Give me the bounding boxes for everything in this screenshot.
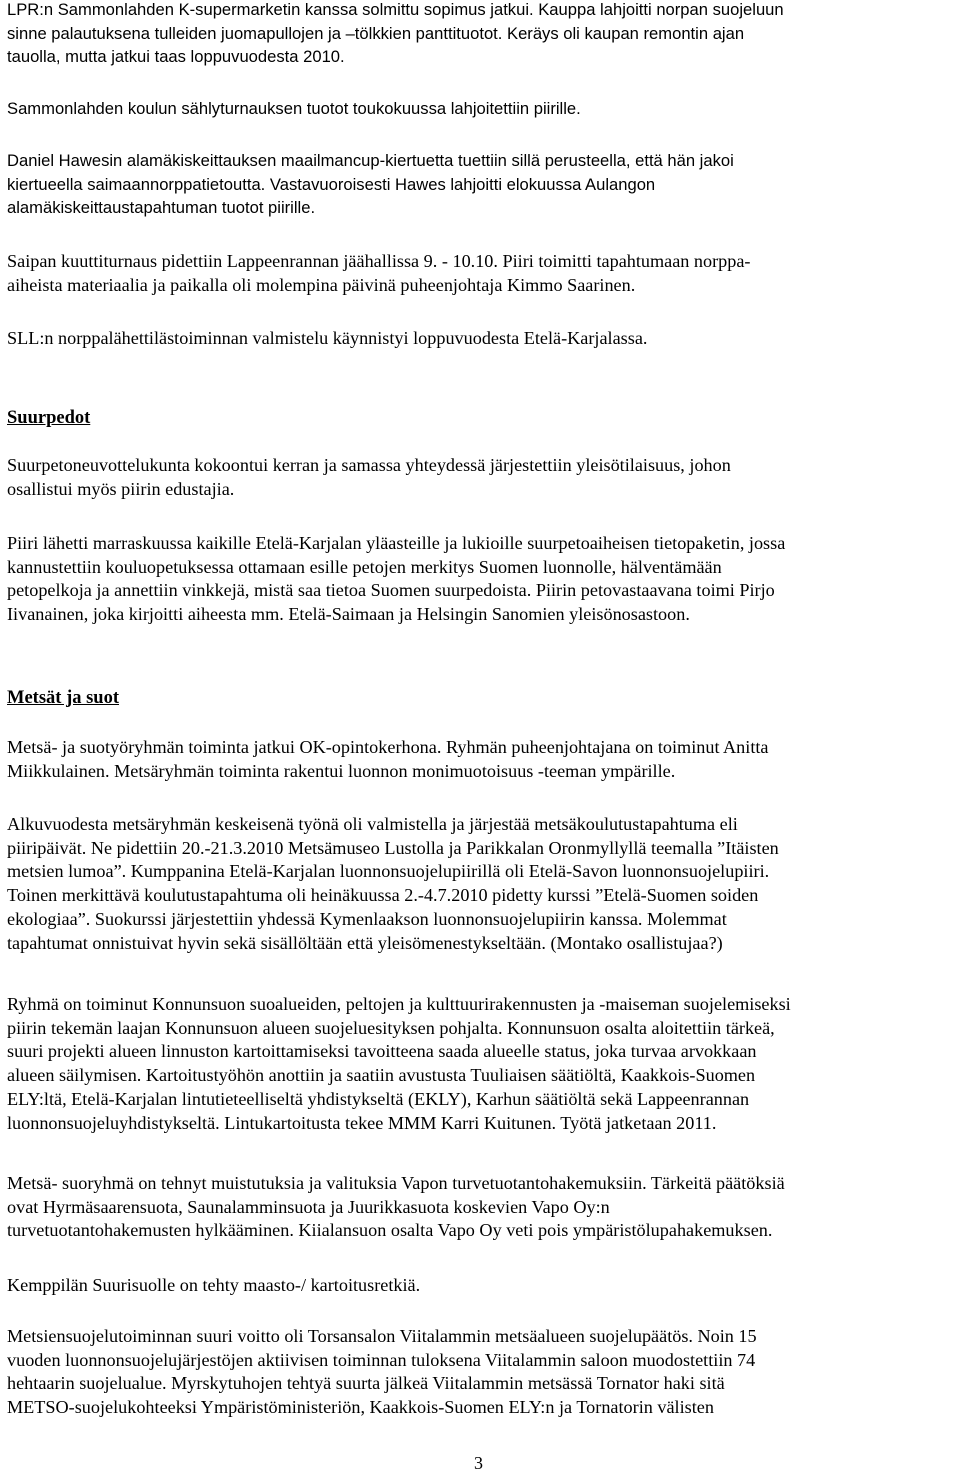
text-line: LPR:n Sammonlahden K-supermarketin kanssa solmittu sopimus jatkui. Kauppa lahjoitti norpan suojeluun bbox=[7, 0, 784, 19]
paragraph-vapo-peat bbox=[7, 1172, 785, 1243]
paragraph-forest-training bbox=[7, 813, 779, 955]
text-line: Metsä- suoryhmä on tehnyt muistutuksia ja valituksia Vapon turvetuotantohakemuksiin. Tärkeitä päätöksiä bbox=[7, 1173, 785, 1193]
paragraph-forest-group bbox=[7, 736, 769, 783]
text-line: kiertueella saimaannorppatietoutta. Vastavuoroisesti Hawes lahjoitti elokuussa Aulangon bbox=[7, 174, 656, 194]
text-line: Sammonlahden koulun sählyturnauksen tuotot toukokuussa lahjoitettiin piirille. bbox=[7, 99, 581, 118]
text-line: vuoden luonnonsuojelujärjestöjen aktiivisen toiminnan tuloksena Viitalammin saloon muodostettiin 74 bbox=[7, 1349, 756, 1370]
text-line: petopelkoja ja annettiin vinkkejä, mistä saa tietoa Suomen suurpedoista. Piirin petovastaavana toimi Pirjo bbox=[7, 580, 775, 601]
text-line: turvetuotantohakemusten hylkääminen. Kiialansuon osalta Vapo Oy veti pois ympäristölupahakemuksen. bbox=[7, 1220, 773, 1241]
text-line: Daniel Hawesin alamäkiskeittauksen maailmancup-kiertuetta tuettiin sillä perusteella, että hän jakoi bbox=[7, 151, 734, 170]
text-line: piiripäivät. Ne pidettiin 20.-21.3.2010 Metsämuseo Lustolla ja Parikkalan Oronmyllyllä teemalla ”Itäisten bbox=[7, 837, 779, 858]
text-line: piirin tekemän laajan Konnunsuon alueen suojeluesityksen pohjalta. Konnunsuon osalta aloitettiin tärkeä, bbox=[7, 1017, 775, 1038]
text-line: Saipan kuuttiturnaus pidettiin Lappeenrannan jäähallissa 9. - 10.10. Piiri toimitti tapahtumaan norppa- bbox=[7, 251, 751, 271]
text-line: tapahtumat onnistuivat hyvin sekä sisällöltään että yleisömenestykseltään. (Montako osallistujaa?) bbox=[7, 932, 723, 953]
text-line: metsien lumoa”. Kumppanina Etelä-Karjalan luonnonsuojelupiirillä oli Etelä-Savon luonnonsuojelupiiri. bbox=[7, 861, 770, 882]
text-line: hehtaarin suojelualue. Myrskytuhojen tehtyä suurta jälkeä Viitalammin metsässä Tornator haki sitä bbox=[7, 1373, 725, 1394]
text-line: Toinen merkittävä koulutustapahtuma oli heinäkuussa 2.-4.7.2010 pidetty kurssi ”Etelä-Suomen soiden bbox=[7, 885, 759, 906]
text-line: luonnonsuojeluyhdistykseltä. Lintukartoitusta tekee MMM Karri Kuitunen. Työtä jatketaan 2011. bbox=[7, 1112, 717, 1133]
text-line: Miikkulainen. Metsäryhmän toiminta rakentui luonnon monimuotoisuus -teeman ympärille. bbox=[7, 760, 676, 781]
paragraph-lpr-store bbox=[7, 0, 784, 69]
text-line: osallistui myös piirin edustajia. bbox=[7, 478, 235, 499]
page-number: 3 bbox=[474, 1453, 483, 1473]
text-line: ovat Hyrmäsaarensuota, Saunalamminsuota ja Juurikkasuota koskevien Vapo Oy:n bbox=[7, 1196, 610, 1217]
paragraph-kemppila bbox=[7, 1274, 420, 1298]
text-line: sinne palautuksena tulleiden juomapullojen ja –tölkkien panttituotot. Keräys oli kaupan remontin ajan bbox=[7, 23, 745, 43]
text-line: ELY:ltä, Etelä-Karjalan lintutieteelliseltä yhdistykseltä (EKLY), Karhun säätiöltä sekä Lappeenrannan bbox=[7, 1088, 750, 1109]
text-line: suuri projekti alueen linnuston kartoittamiseksi tavoitteena saada alueelle status, joka turvaa arvokkaan bbox=[7, 1041, 757, 1062]
text-line: aiheista materiaalia ja paikalla oli molempina päivinä puheenjohtaja Kimmo Saarinen. bbox=[7, 274, 636, 295]
text-line: SLL:n norppalähettilästoiminnan valmistelu käynnistyi loppuvuodesta Etelä-Karjalassa. bbox=[7, 328, 648, 348]
text-line: kannustettiin kouluopetuksessa ottamaan esille petojen merkitys Suomen luonnolle, hälventämään bbox=[7, 556, 722, 577]
text-line: Metsiensuojelutoiminnan suuri voitto oli Torsansalon Viitalammin metsäalueen suojelupäätös. Noin 15 bbox=[7, 1326, 757, 1346]
paragraph-predators-package bbox=[7, 532, 785, 627]
paragraph-sll-ambassador bbox=[7, 327, 647, 351]
text-line: Iivanainen, joka kirjoitti aiheesta mm. Etelä-Saimaan ja Helsingin Sanomien yleisönosastoon. bbox=[7, 604, 690, 625]
text-line: ekologiaa”. Suokurssi järjestettiin yhdessä Kymenlaakson luonnonsuojelupiirin kanssa. Molemmat bbox=[7, 908, 727, 929]
paragraph-predators-committee bbox=[7, 454, 731, 501]
text-line: alamäkiskeittaustapahtuman tuotot piirille. bbox=[7, 198, 316, 218]
paragraph-daniel-hawes bbox=[7, 149, 734, 220]
text-line: Kemppilän Suurisuolle on tehty maasto-/ kartoitusretkiä. bbox=[7, 1275, 421, 1295]
section-heading-metsat-ja-suot: Metsät ja suot bbox=[7, 688, 120, 708]
section-heading-suurpedot: Suurpedot bbox=[7, 408, 91, 428]
paragraph-school-floorball bbox=[7, 97, 581, 121]
text-line: Metsä- ja suotyöryhmän toiminta jatkui OK-opintokerhona. Ryhmän puheenjohtajana on toiminut Anitta bbox=[7, 737, 769, 757]
text-line: METSO-suojelukohteeksi Ympäristöministeriön, Kaakkois-Suomen ELY:n ja Tornatorin välisten bbox=[7, 1397, 714, 1418]
text-line: Ryhmä on toiminut Konnunsuon suoalueiden, peltojen ja kulttuurirakennusten ja -maiseman suojelemiseksi bbox=[7, 994, 791, 1014]
paragraph-saipa-tournament bbox=[7, 250, 751, 297]
text-line: tauolla, mutta jatkui taas loppuvuodesta 2010. bbox=[7, 47, 345, 67]
text-line: alueen säilymisen. Kartoitustyöhön anottiin ja saatiin avustusta Tuuliaisen säätiöltä, Kaakkois-Suomen bbox=[7, 1065, 756, 1086]
text-line: Piiri lähetti marraskuussa kaikille Etelä-Karjalan yläasteille ja lukioille suurpetoaiheisen tietopaketin, jossa bbox=[7, 533, 786, 553]
text-line: Suurpetoneuvottelukunta kokoontui kerran ja samassa yhteydessä järjestettiin yleisötilaisuus, johon bbox=[7, 455, 731, 475]
paragraph-viitalampi bbox=[7, 1325, 757, 1420]
paragraph-konnunsuo bbox=[7, 993, 791, 1135]
text-line: Alkuvuodesta metsäryhmän keskeisenä työnä oli valmistella ja järjestää metsäkoulutustapahtuma eli bbox=[7, 814, 738, 834]
